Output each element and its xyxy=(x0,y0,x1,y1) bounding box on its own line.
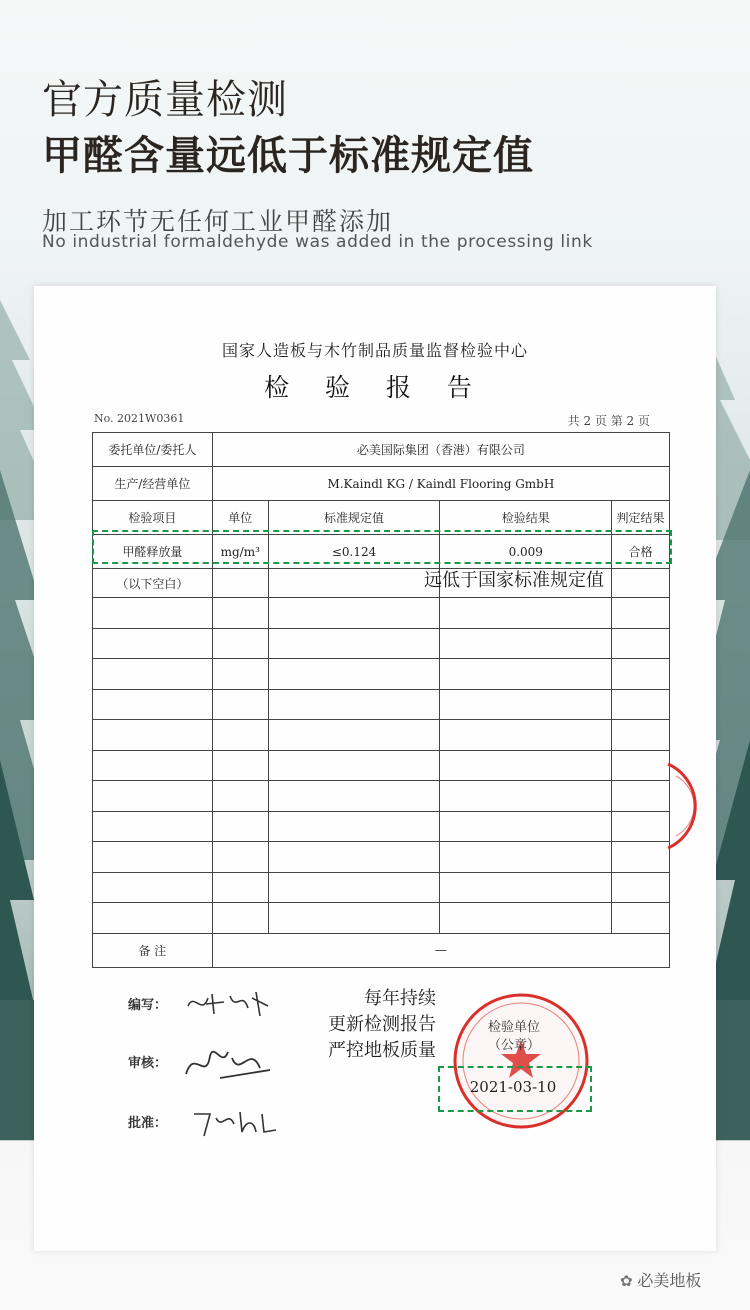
client-label: 委托单位/委托人 xyxy=(93,433,213,467)
client-value: 必美国际集团（香港）有限公司 xyxy=(212,433,669,467)
column-header: 检验结果 xyxy=(440,501,612,535)
headline-secondary: 甲醛含量远低于标准规定值 xyxy=(42,133,534,179)
table-row xyxy=(93,811,670,842)
table-row xyxy=(93,750,670,781)
verdict: 合格 xyxy=(612,535,670,569)
yearly-update-annotation xyxy=(304,986,436,1064)
subtitle-chinese: 加工环节无任何工业甲醛添加 xyxy=(42,207,394,236)
remarks-label: 备 注 xyxy=(93,933,213,967)
table-row xyxy=(93,842,670,873)
test-result: 0.009 xyxy=(440,535,612,569)
table-row xyxy=(93,872,670,903)
table-row xyxy=(93,781,670,812)
annotation-line: 更新检测报告 xyxy=(328,1014,436,1035)
maker-row xyxy=(93,467,670,501)
approver-label: 批准： xyxy=(128,1116,168,1131)
inspection-report xyxy=(34,286,716,1251)
annotation-line: 严控地板质量 xyxy=(328,1040,436,1061)
table-row xyxy=(93,689,670,720)
table-row xyxy=(93,720,670,751)
column-header: 单位 xyxy=(212,501,268,535)
edge-seal xyxy=(664,756,716,856)
table-row xyxy=(93,903,670,934)
remarks-row xyxy=(93,933,670,967)
maker-label: 生产/经营单位 xyxy=(93,467,213,501)
annotation-line: 每年持续 xyxy=(364,988,436,1009)
seal-caption xyxy=(474,1019,554,1055)
report-table xyxy=(92,432,670,968)
standard-value: ≤0.124 xyxy=(268,535,440,569)
report-number: No. 2021W0361 xyxy=(94,412,185,425)
table-row xyxy=(93,628,670,659)
seal-line: （公章） xyxy=(487,1038,540,1053)
wechat-icon: ✿ xyxy=(620,1272,638,1290)
report-title: 检 验 报 告 xyxy=(264,373,486,402)
remarks-value: — xyxy=(212,933,669,967)
column-header: 标准规定值 xyxy=(268,501,440,535)
approver-signature xyxy=(190,1104,280,1140)
far-below-annotation: 远低于国家标准规定值 xyxy=(424,570,604,591)
column-header: 检验项目 xyxy=(93,501,213,535)
page-count: 共 2 页 第 2 页 xyxy=(567,414,650,428)
blank-note: （以下空白） xyxy=(93,569,213,598)
report-organization: 国家人造板与木竹制品质量监督检验中心 xyxy=(221,341,528,360)
watermark-text: 必美地板 xyxy=(637,1271,702,1290)
compiler-signature xyxy=(184,986,274,1020)
subtitle-english: No industrial formaldehyde was added in the processing link xyxy=(42,232,593,252)
maker-value: M.Kaindl KG / Kaindl Flooring GmbH xyxy=(212,467,669,501)
test-unit: mg/m³ xyxy=(212,535,268,569)
report-date: 2021-03-10 xyxy=(469,1078,557,1096)
reviewer-signature xyxy=(180,1038,276,1088)
column-header: 判定结果 xyxy=(612,501,670,535)
test-item: 甲醛释放量 xyxy=(93,535,213,569)
seal-line: 检验单位 xyxy=(487,1020,540,1035)
headline-primary: 官方质量检测 xyxy=(42,77,288,123)
reviewer-label: 审核： xyxy=(128,1056,168,1071)
result-highlight-box xyxy=(92,530,672,564)
client-row xyxy=(93,433,670,467)
compiler-label: 编写： xyxy=(128,998,168,1013)
watermark xyxy=(620,1268,701,1291)
table-row xyxy=(93,598,670,629)
table-row xyxy=(93,659,670,690)
